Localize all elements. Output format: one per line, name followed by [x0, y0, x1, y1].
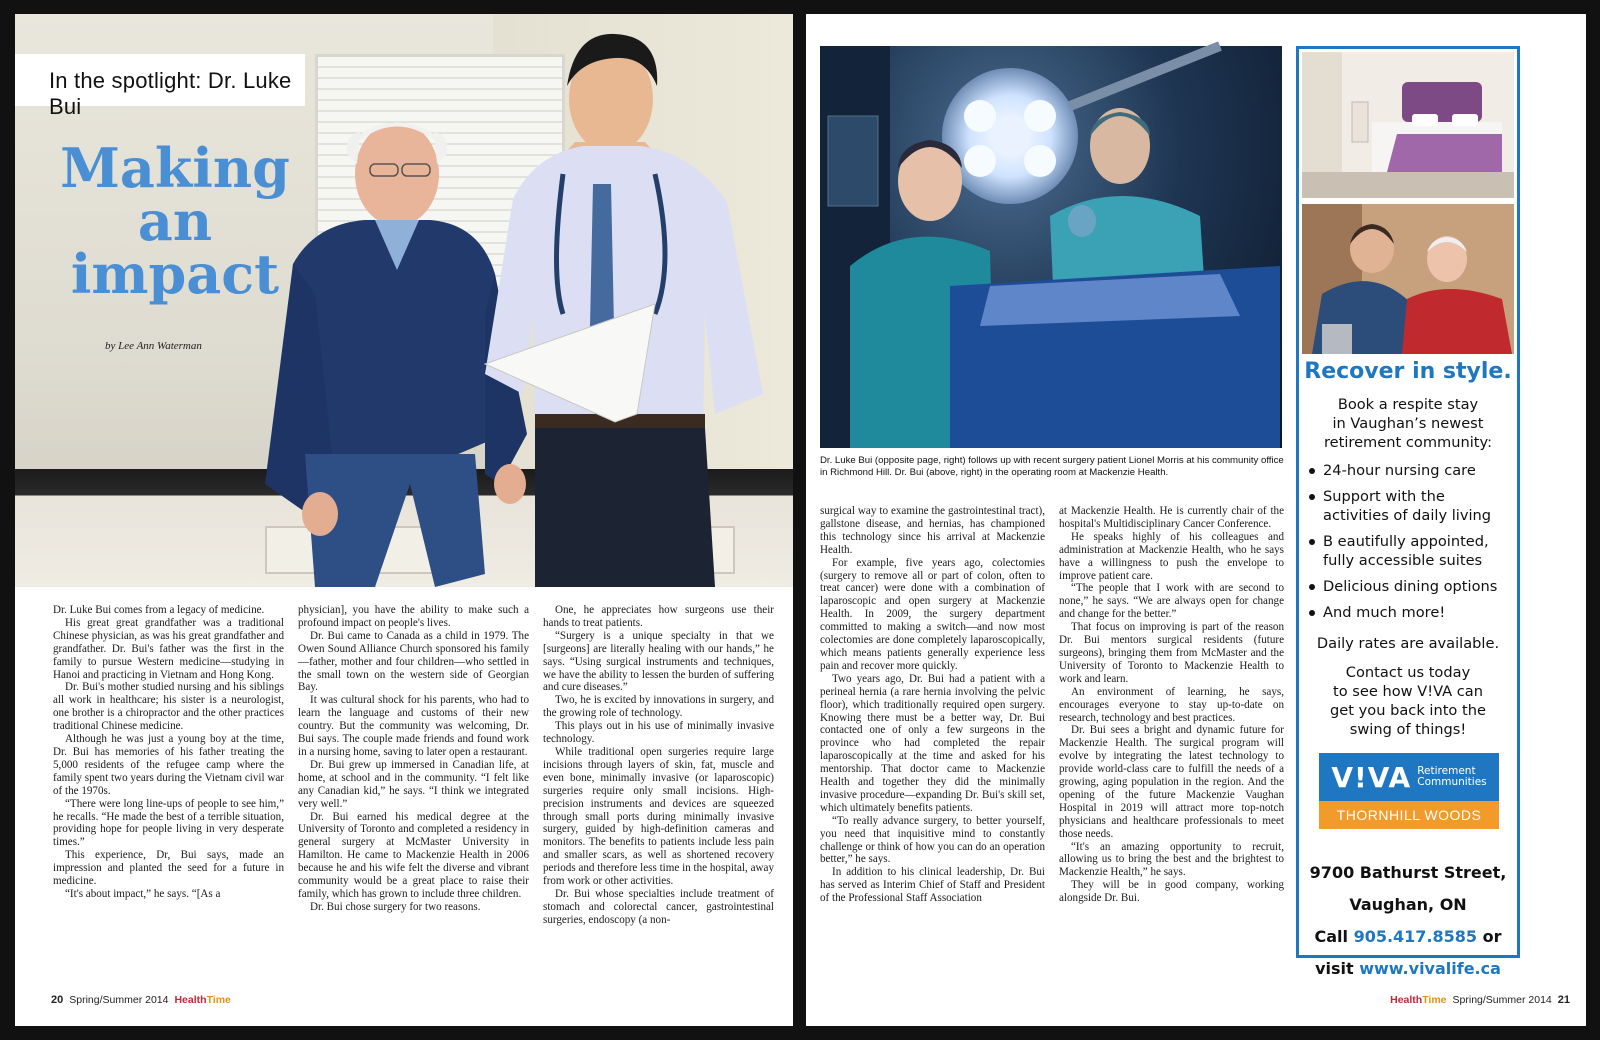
operating-room-photo	[820, 46, 1282, 448]
article-paragraph: Dr. Bui sees a bright and dynamic future for Mackenzie Health. The surgical program will evolve by integrating the latest technology to provide world-class care to fulfill the needs of a growing, aging population in the region. And the opening of the future Mackenzie Vaughan Hospital in 2019 will attract more top-notch physicians and healthcare professionals to meet those needs.	[1059, 724, 1284, 840]
article-paragraph: In addition to his clinical leadership, Dr. Bui has served as Interim Chief of Staff and President of the Professional Staff Association	[820, 866, 1045, 905]
article-paragraph: Although he was just a young boy at the time, Dr. Bui has memories of his father treating the 5,000 residents of the refugee camp where the family spent two years during the Vietnam civil war of the 1970s.	[53, 733, 284, 797]
article-paragraph: Dr. Bui grew up immersed in Canadian life, at home, at school and in the community. “I felt like any Canadian kid,” he says. “I think we integrated very well.”	[298, 758, 529, 810]
title-line-3: impact	[70, 242, 280, 306]
article-paragraph: “To really advance surgery, to better yourself, you need that inquisitive mind to constantly challenge or think of how you can do an operation better,” he says.	[820, 814, 1045, 866]
article-column-3	[543, 604, 774, 927]
viva-advertisement	[1296, 46, 1520, 978]
article-paragraph: This plays out in his use of minimally invasive technology.	[543, 720, 774, 746]
article-paragraph: “It's an amazing opportunity to recruit, allowing us to bring the best and the brightest to Mackenzie Health,” he says.	[1059, 840, 1284, 879]
title-line-2: an	[137, 189, 213, 253]
article-paragraph: While traditional open surgeries require large incisions through layers of skin, fat, muscle and even bone, minimally invasive (or laparoscopic) surgeries require only small incisions. High-precision instruments and devices are squeezed through small ports during minimally invasive surgery, guided by high-definition cameras and monitors. The benefits to patients include less pain and smaller scars, as well as shortened recovery periods and therefore less time in the hospital, away from work or other activities.	[543, 745, 774, 888]
article-paragraph: Two, he is excited by innovations in surgery, and the growing role of technology.	[543, 694, 774, 720]
article-paragraph: “There were long line-ups of people to see him,” he recalls. “He made the best of a terrible situation, providing hope for people living in very desperate times.”	[53, 797, 284, 849]
healthtime-logo: HealthTime	[1390, 994, 1447, 1006]
ad-phone[interactable]: 905.417.8585	[1353, 927, 1478, 946]
surgeons-image	[820, 46, 1282, 448]
issue-label: Spring/Summer 2014	[1452, 994, 1552, 1006]
article-paragraph: This experience, Dr, Bui says, made an impression and planted the seed for a future in medicine.	[53, 849, 284, 888]
right-page	[806, 14, 1586, 1026]
healthtime-logo: HealthTime	[174, 994, 231, 1006]
article-paragraph: His great great grandfather was a traditional Chinese physician, as was his great grandfather and grandfather. Dr. Bui's father was the first in the family to pursue Western medicine—studying in Hanoi and practicing in Vietnam and Hong Kong.	[53, 616, 284, 681]
right-footer	[1390, 994, 1570, 1006]
article-paragraph: Dr. Bui earned his medical degree at the University of Toronto and completed a residency in general surgery at McMaster University in Hamilton. He came to Mackenzie Health in 2006 because he and his wife felt the diverse and vibrant community would be a great place to raise their family, which has grown to include three children.	[298, 810, 529, 900]
page-number: 20	[51, 994, 64, 1006]
page-number: 21	[1557, 994, 1570, 1006]
article-paragraph: physician], you have the ability to make such a profound impact on people's lives.	[298, 604, 529, 629]
right-article-columns	[820, 505, 1284, 905]
ad-feature-item: Support with the activities of daily living	[1307, 487, 1513, 525]
article-paragraph: surgical way to examine the gastrointestinal tract), gallstone disease, and hernias, has championed this technology since his arrival at Mackenzie Health.	[820, 505, 1045, 556]
article-paragraph: He speaks highly of his colleagues and administration at Mackenzie Health, who he says have a willingness to push the envelope to improve patient care.	[1059, 530, 1284, 582]
article-column-5	[1059, 505, 1284, 905]
article-paragraph: Dr. Bui came to Canada as a child in 1979. The Owen Sound Alliance Church sponsored his family—father, mother and four children—who settled in the small town on the western side of Georgian Bay.	[298, 629, 529, 694]
ad-feature-list	[1307, 461, 1513, 629]
ad-headline: Recover in style.	[1304, 359, 1512, 384]
article-paragraph: For example, five years ago, colectomies (surgery to remove all or part of colon, often to treat cancer) were done with a combination of laparoscopic and open surgery at Mackenzie Health. In 2009, the surgery department committed to making a switch—and now most colectomies are done completely laparoscopically, which means patients generally experience less pain and recover more quickly.	[820, 556, 1045, 672]
article-paragraph: Dr. Bui whose specialties include treatment of stomach and colorectal cancer, gastrointestinal surgeries, endoscopy (a non-	[543, 887, 774, 926]
residents-image	[1302, 204, 1514, 354]
article-paragraph: One, he appreciates how surgeons use their hands to treat patients.	[543, 604, 774, 629]
article-paragraph: Dr. Bui's mother studied nursing and his siblings all work in healthcare; his sister is a neurologist, one brother is a chiropractor and the other practices traditional Chinese medicine.	[53, 681, 284, 733]
article-paragraph: Dr. Bui chose surgery for two reasons.	[310, 900, 481, 913]
article-paragraph: An environment of learning, he says, encourages everyone to stay up-to-date on research, technology and best practices.	[1059, 685, 1284, 724]
article-paragraph: Dr. Luke Bui comes from a legacy of medicine.	[53, 604, 265, 616]
bedroom-image	[1302, 52, 1514, 198]
ad-feature-item: And much more!	[1307, 603, 1513, 622]
article-column-4	[820, 505, 1045, 905]
title-line-1: Making	[60, 136, 290, 200]
viva-logo: V!VA Retirement Communities THORNHILL WOODS	[1319, 753, 1499, 829]
ad-rates: Daily rates are available.	[1316, 635, 1500, 652]
ad-website-link[interactable]: www.vivalife.ca	[1359, 959, 1501, 978]
article-paragraph: That focus on improving is part of the reason Dr. Bui mentors surgical residents (future surgeons), bringing them from McMaster and the University of Toronto to Mackenzie Health to work and learn.	[1059, 621, 1284, 685]
byline: by Lee Ann Waterman	[105, 340, 202, 352]
article-column-1	[53, 604, 284, 927]
ad-subheading: Book a respite stay in Vaughan’s newest retirement community:	[1323, 396, 1493, 451]
left-article-columns	[53, 604, 775, 927]
issue-label: Spring/Summer 2014	[69, 994, 169, 1006]
article-paragraph: “Surgery is a unique specialty in that we [surgeons] are literally healing with our hands,” he says. “Using surgical instruments and techniques, we have the ability to lessen the burden of suffering and cure diseases.”	[543, 629, 774, 694]
left-footer	[51, 994, 231, 1006]
left-page	[15, 14, 793, 1026]
ad-feature-item: B eautifully appointed, fully accessible suites	[1307, 532, 1513, 570]
hero-photo	[15, 14, 793, 587]
ad-feature-item: 24-hour nursing care	[1307, 461, 1513, 480]
ad-feature-item: Delicious dining options	[1307, 577, 1513, 596]
photo-caption: Dr. Luke Bui (opposite page, right) follows up with recent surgery patient Lionel Morris at his community office in Richmond Hill. Dr. Bui (above, right) in the operating room at Mackenzie Health.	[820, 455, 1284, 478]
spotlight-label: In the spotlight: Dr. Luke Bui	[15, 54, 305, 106]
article-title	[55, 136, 295, 306]
ad-address: 9700 Bathurst Street, Vaughan, ON Call 905.417.8585 or visit www.vivalife.ca	[1309, 863, 1507, 978]
article-paragraph: “It's about impact,” he says. “[As a	[65, 887, 221, 900]
article-paragraph: It was cultural shock for his parents, who had to learn the language and customs of their new country. But the community was welcoming, Dr. Bui says. The couple made friends and found work in a nursing home, saving to later open a restaurant.	[298, 694, 529, 758]
article-paragraph: at Mackenzie Health. He is currently chair of the hospital's Multidisciplinary Cancer Conference.	[1059, 505, 1284, 530]
article-paragraph: They will be in good company, working alongside Dr. Bui.	[1059, 879, 1284, 905]
ad-contact-text: Contact us today to see how V!VA can get you back into the swing of things!	[1330, 664, 1486, 738]
article-column-2	[298, 604, 529, 927]
article-paragraph: “The people that I work with are second to none,” he says. “We are always open for change and change for the better.”	[1059, 582, 1284, 621]
article-paragraph: Two years ago, Dr. Bui had a patient with a perineal hernia (a rare hernia involving the pelvic floor), which traditionally required open surgery. Knowing there must be a better way, Dr. Bui contacted one of only a few surgeons in the province who had completed the repair laparoscopically at the time and asked for his mentorship. That doctor came to Mackenzie Health and together they did the minimally invasive procedure—expanding Dr. Bui's skill set, which ultimately benefits patients.	[820, 672, 1045, 814]
